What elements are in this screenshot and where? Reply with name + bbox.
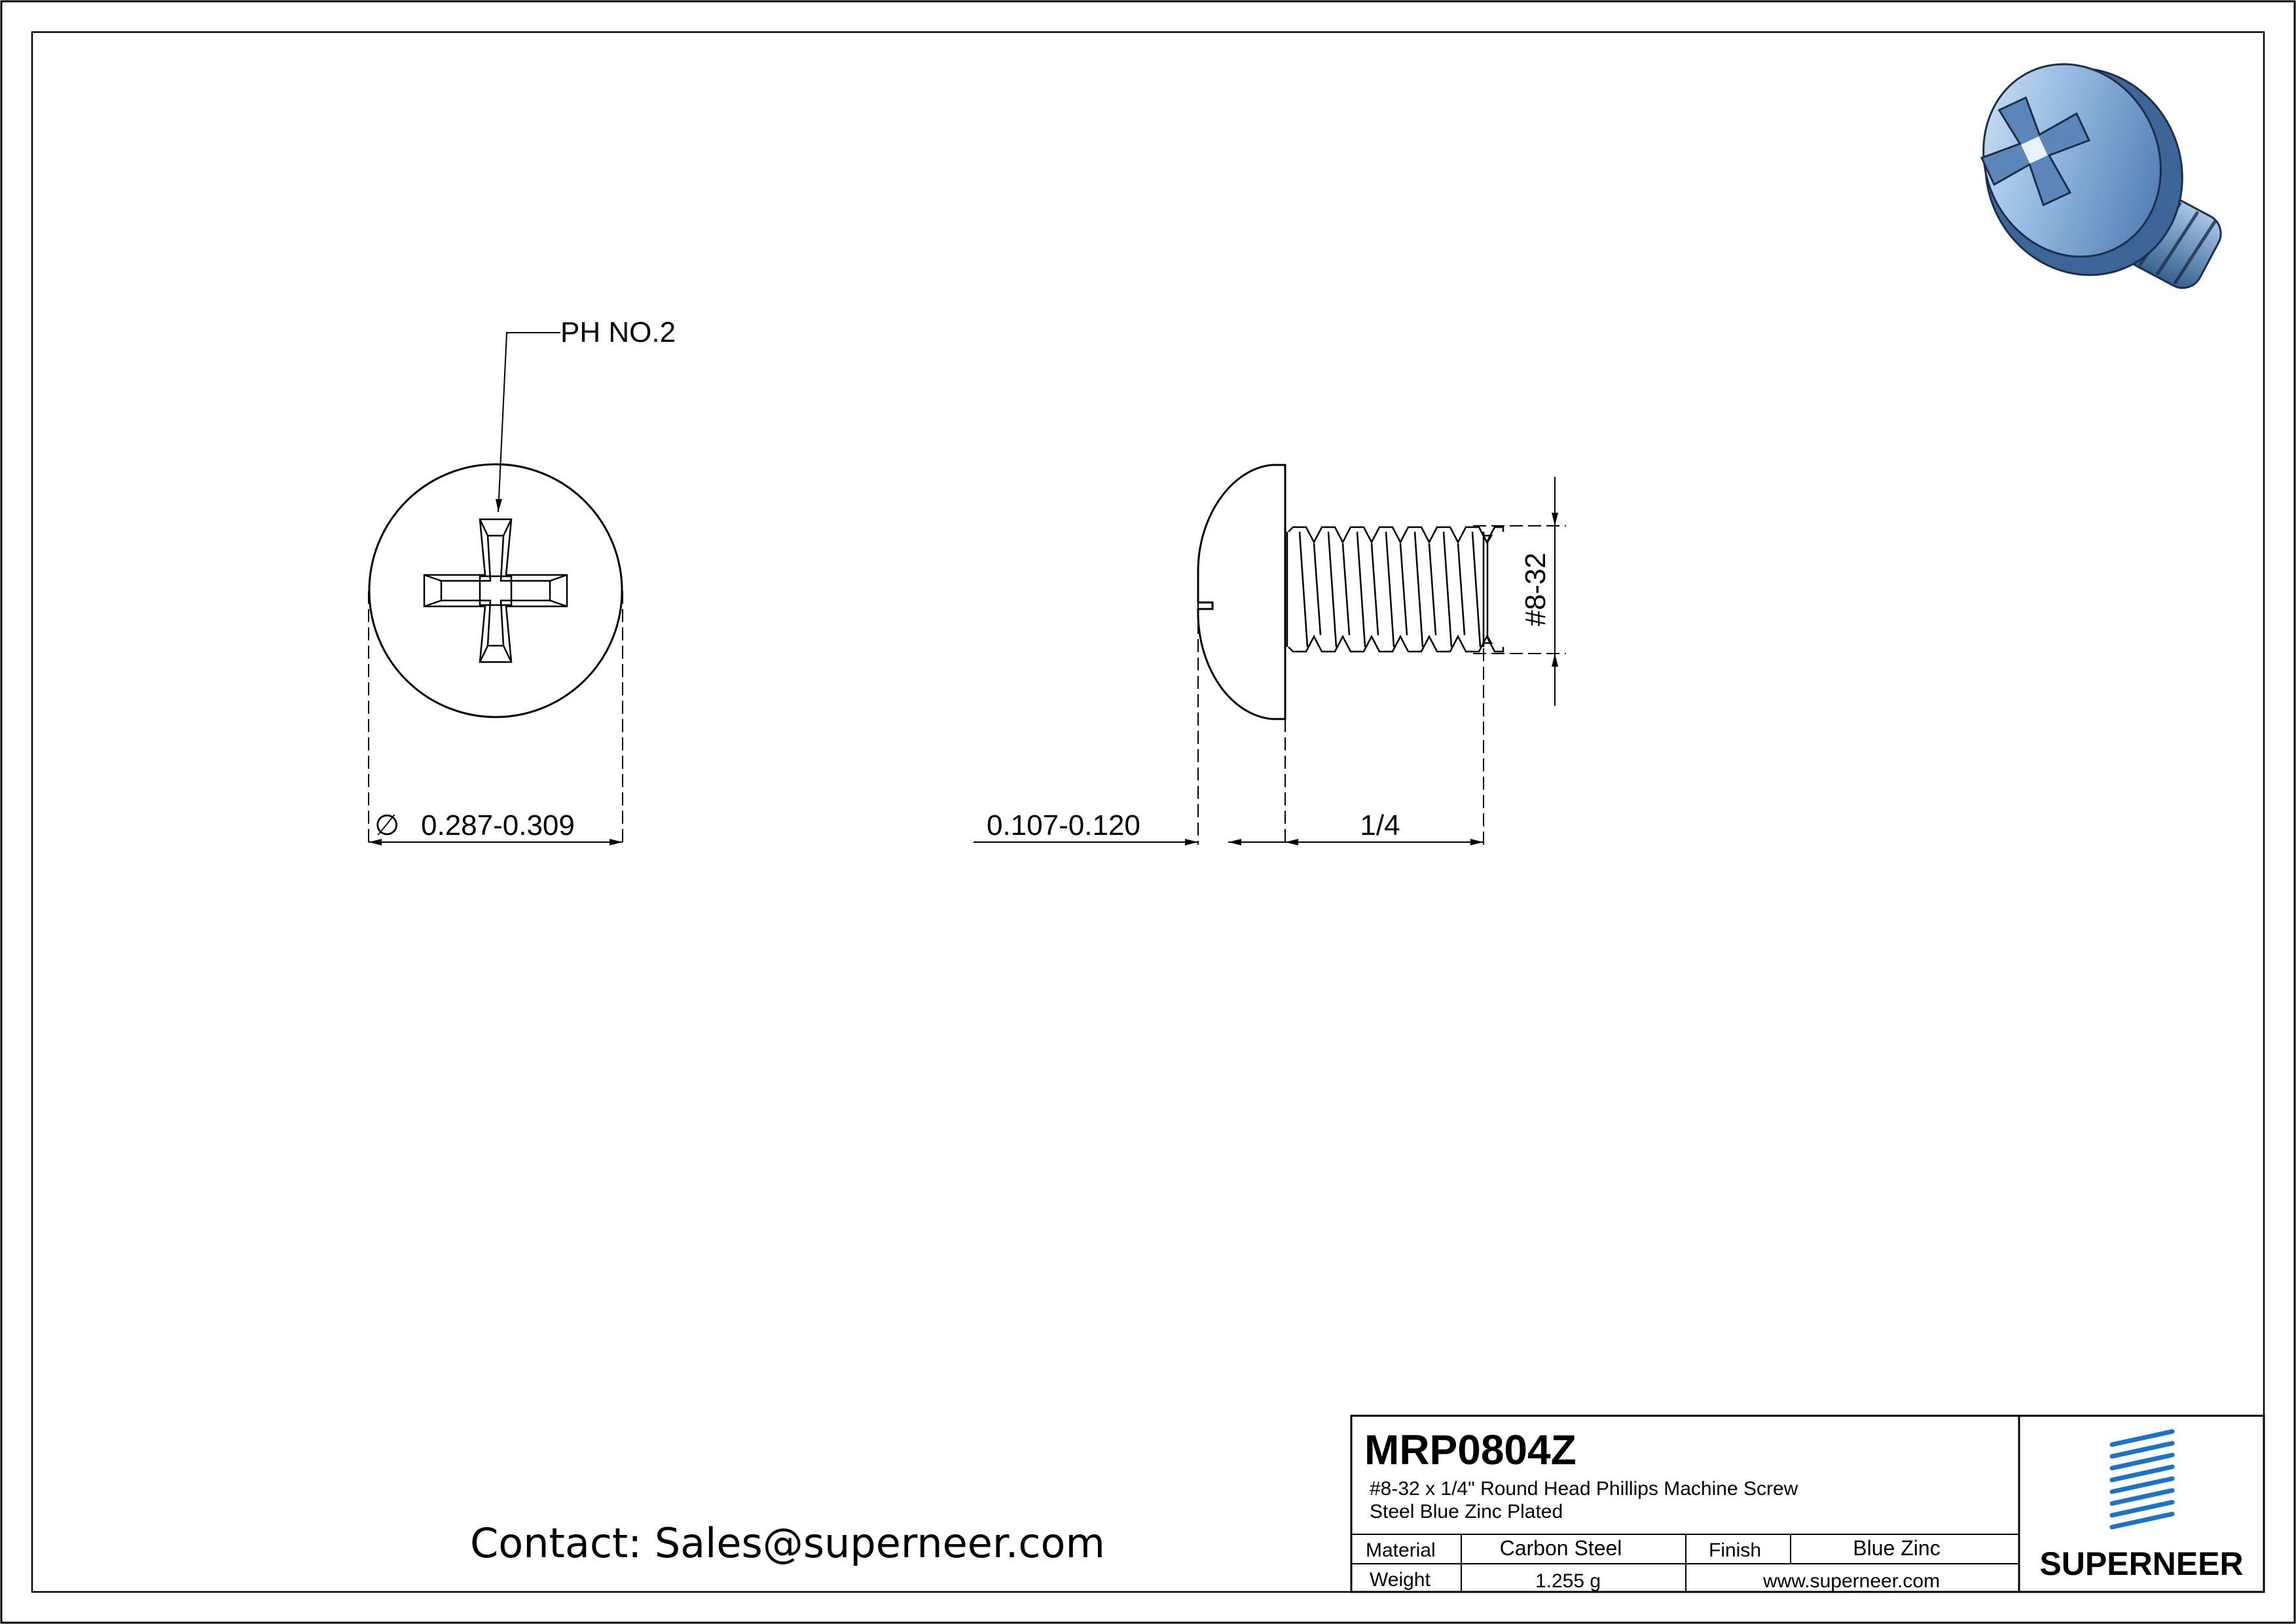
diameter-symbol: ∅: [374, 809, 400, 841]
thread-size-label: #8-32: [1520, 552, 1552, 627]
head-outline-circle: [369, 464, 622, 717]
callout-leader: [498, 333, 560, 512]
screw-side-view: [974, 465, 1566, 845]
head-top-view: [369, 316, 676, 845]
phillips-recess-icon: [424, 519, 567, 662]
head-profile: [1198, 465, 1285, 719]
head-diameter-label: 0.287-0.309: [421, 809, 575, 841]
material-value: Carbon Steel: [1499, 1536, 1622, 1560]
description-line-2: Steel Blue Zinc Plated: [1370, 1501, 1563, 1522]
superneer-logo-icon: [2112, 1431, 2172, 1527]
outer-border: [1, 1, 2295, 1623]
drive-callout: PH NO.2: [560, 316, 676, 348]
finish-label: Finish: [1709, 1540, 1762, 1561]
thread-profile: [1287, 527, 1503, 652]
screw-3d-render: [1952, 35, 2227, 307]
length-label: 1/4: [1360, 809, 1400, 841]
material-label: Material: [1366, 1540, 1436, 1561]
inner-border: [32, 32, 2264, 1592]
weight-value: 1.255 g: [1535, 1570, 1601, 1592]
finish-value: Blue Zinc: [1853, 1536, 1941, 1560]
part-number: MRP0804Z: [1364, 1426, 1576, 1473]
contact-email[interactable]: Contact: Sales@superneer.com: [470, 1519, 1105, 1567]
brand-name: SUPERNEER: [2039, 1545, 2244, 1582]
website-link[interactable]: www.superneer.com: [1762, 1570, 1941, 1592]
weight-label: Weight: [1370, 1569, 1430, 1591]
description-line-1: #8-32 x 1/4" Round Head Phillips Machine Screw: [1370, 1478, 1798, 1500]
head-height-label: 0.107-0.120: [987, 809, 1140, 841]
